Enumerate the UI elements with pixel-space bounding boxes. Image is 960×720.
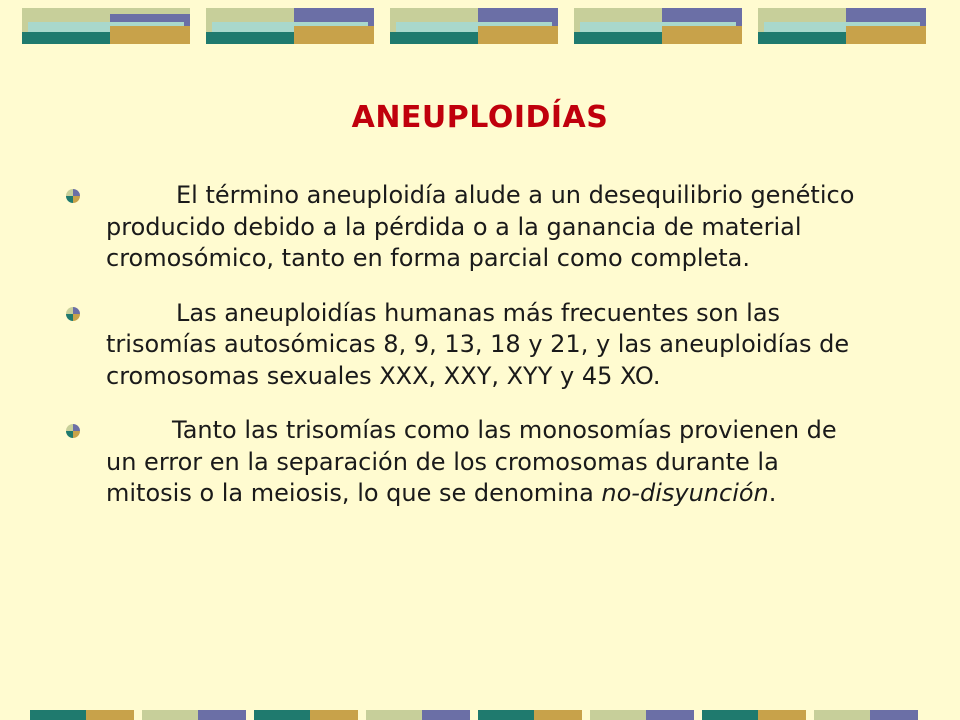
deco-block [366, 710, 470, 720]
bullet-disc-icon [66, 424, 80, 438]
bullet-text: Tanto las trisomías como las monosomías provienen de un error en la separación de los cromosomas durante la mitosis o la meiosis, lo que se denomina [106, 416, 837, 507]
bullet-item [66, 180, 866, 275]
slide-title: ANEUPLOIDÍAS [351, 100, 609, 135]
deco-block [574, 8, 742, 44]
deco-block [702, 710, 806, 720]
deco-block [390, 8, 558, 44]
bullet-item [66, 298, 866, 393]
bullet-text-end: . [768, 479, 777, 507]
bullet-text: Las aneuploidías humanas más frecuentes son las trisomías autosómicas 8, 9, 13, 18 y 21, y las aneuploidías de cromosomas sexuales XXX, XXY, XYY y 45 XO. [106, 298, 850, 390]
bullet-text: El término aneuploidía alude a un desequilibrio genético producido debido a la pérdida o a la ganancia de material cromosómico, tanto en forma parcial como completa. [106, 181, 855, 272]
deco-block [814, 710, 918, 720]
deco-block [30, 710, 134, 720]
deco-block [478, 710, 582, 720]
deco-block [142, 710, 246, 720]
bullet-disc-icon [66, 189, 80, 203]
deco-block [758, 8, 926, 44]
bottom-decorative-band [30, 710, 930, 720]
deco-block [22, 8, 190, 44]
deco-block [590, 710, 694, 720]
bullet-text-italic: no-disyunción [601, 479, 769, 507]
bullet-disc-icon [66, 307, 80, 321]
bullet-list [66, 180, 866, 533]
bullet-item [66, 415, 866, 510]
deco-block [206, 8, 374, 44]
top-decorative-band [22, 8, 942, 44]
deco-block [254, 710, 358, 720]
